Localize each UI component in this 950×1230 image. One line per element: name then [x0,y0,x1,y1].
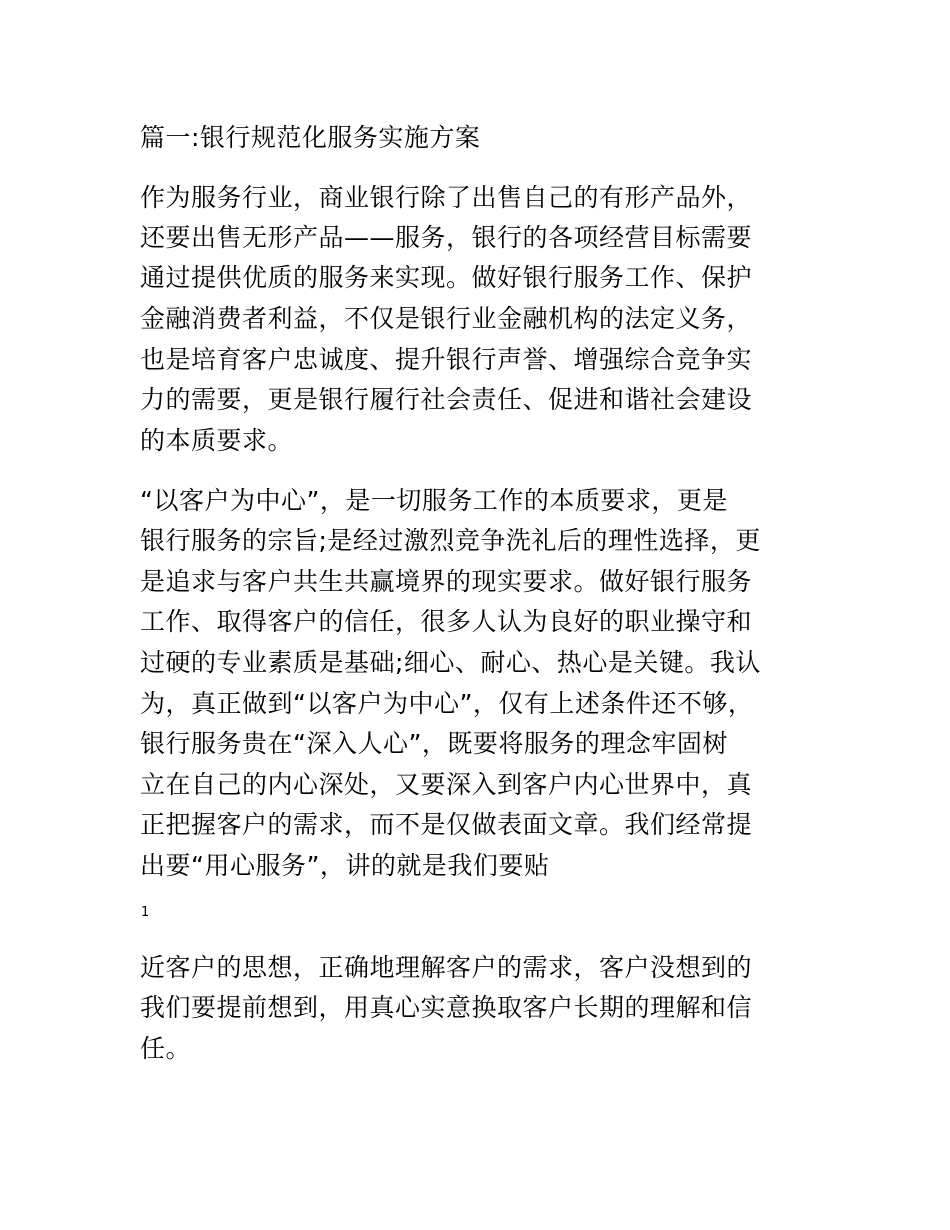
paragraph-2-line: 银行服务贵在“深入人心”，既要将服务的理念牢固树 [140,729,728,758]
paragraph-2-line: 立在自己的内心深处，又要深入到客户内心世界中，真 [140,770,753,799]
paragraph-1-line: 通过提供优质的服务来实现。做好银行服务工作、保护 [140,263,753,292]
paragraph-2-line: 正把握客户的需求，而不是仅做表面文章。我们经常提 [140,810,753,839]
paragraph-2-line: 出要“用心服务”，讲的就是我们要贴 [140,851,550,880]
paragraph-1-line: 的本质要求。 [140,426,294,455]
paragraph-1-line: 金融消费者利益，不仅是银行业金融机构的法定义务， [140,304,753,333]
paragraph-1-line: 也是培育客户忠诚度、提升银行声誉、增强综合竞争实 [140,345,753,374]
paragraph-1-line: 力的需要，更是银行履行社会责任、促进和谐社会建设 [140,385,753,414]
paragraph-2-line: 工作、取得客户的信任，很多人认为良好的职业操守和 [140,607,753,636]
paragraph-2-line: 为，真正做到“以客户为中心”，仅有上述条件还不够， [140,689,754,718]
paragraph-3-line: 任。 [140,1034,192,1063]
paragraph-1-line: 作为服务行业，商业银行除了出售自己的有形产品外， [140,183,753,212]
document-title: 篇一:银行规范化服务实施方案 [140,123,481,152]
paragraph-2-line: “以客户为中心”，是一切服务工作的本质要求，更是 [140,486,728,515]
paragraph-2-line: 银行服务的宗旨;是经过激烈竞争洗礼后的理性选择，更 [140,526,761,555]
paragraph-3-line: 我们要提前想到，用真心实意换取客户长期的理解和信 [140,993,753,1022]
paragraph-2-line: 过硬的专业素质是基础;细心、耐心、热心是关键。我认 [140,648,761,677]
paragraph-3-line: 近客户的思想，正确地理解客户的需求，客户没想到的 [140,953,753,982]
page-number: 1 [141,905,150,920]
paragraph-2-line: 是追求与客户共生共赢境界的现实要求。做好银行服务 [140,567,753,596]
paragraph-1-line: 还要出售无形产品——服务，银行的各项经营目标需要 [140,223,753,252]
